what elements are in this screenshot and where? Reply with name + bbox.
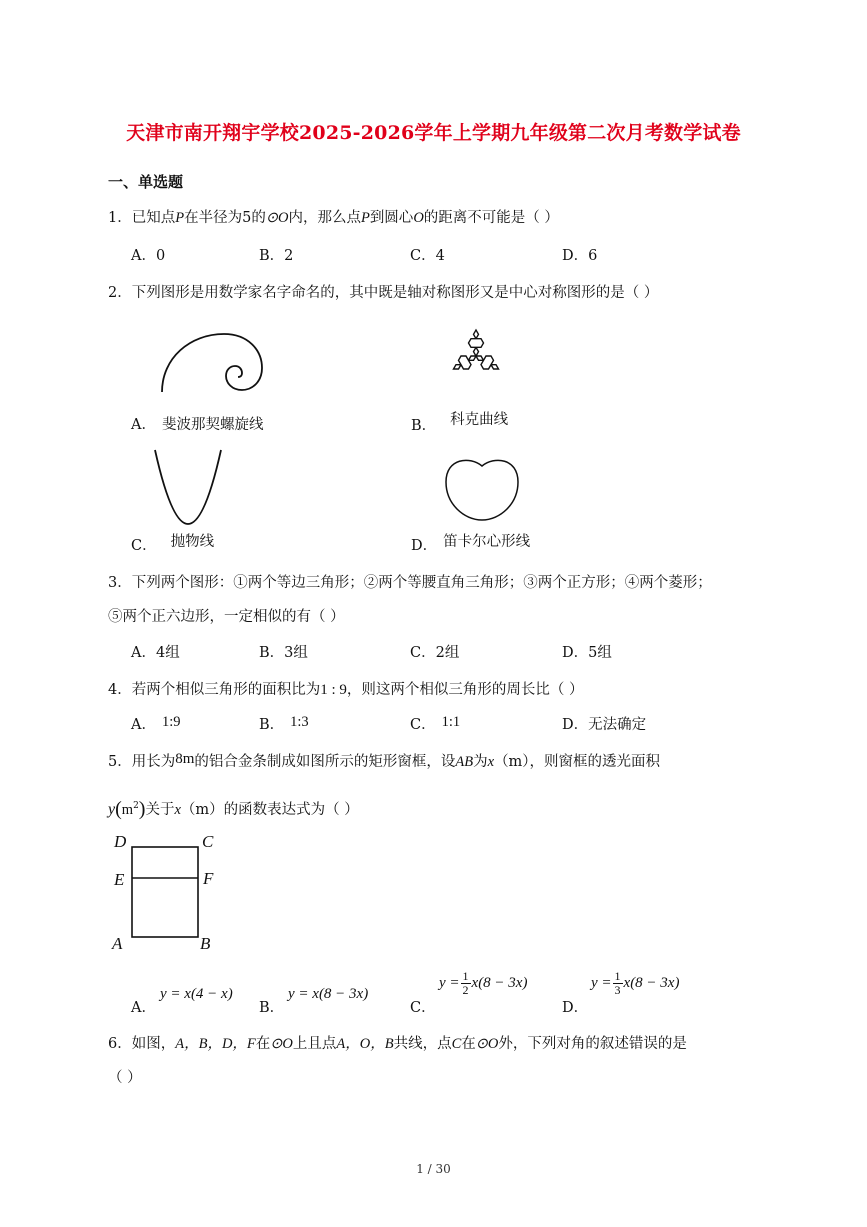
q5-option-c[interactable] — [410, 996, 436, 1017]
q1-option-b[interactable] — [259, 244, 293, 265]
question-5 — [108, 750, 660, 771]
q6-var: ⊙O — [475, 1036, 499, 1052]
option-text: 2组 — [435, 645, 460, 661]
q4-text: 若两个相似三角形的面积比为 — [131, 682, 321, 698]
q6-text: 上且点 — [292, 1036, 337, 1052]
q1-var: O — [413, 210, 424, 226]
option-letter: B． — [259, 248, 285, 264]
koch-curve-figure — [432, 314, 520, 396]
page-number: 1 / 30 — [416, 1162, 451, 1176]
option-letter: C． — [410, 645, 436, 661]
option-text: 无法确定 — [588, 717, 647, 733]
q4-option-c[interactable] — [410, 713, 460, 734]
q5-unit: m — [121, 802, 134, 818]
option-text: 1:9 — [161, 714, 181, 730]
q6-var: ⊙O — [270, 1036, 293, 1052]
q5-option-b[interactable] — [259, 996, 284, 1017]
q5-text: （m）的函数表达式为（ ） — [180, 802, 359, 818]
parabola-figure — [150, 448, 226, 530]
q5-var: AB — [455, 754, 474, 770]
option-text: 1:1 — [441, 714, 461, 730]
question-3-line2: ⑤两个正六边形，一定相似的有（ ） — [108, 609, 345, 625]
q5-length: 8m — [175, 751, 195, 767]
cardioid-figure — [440, 456, 524, 524]
label-b: B — [200, 934, 211, 953]
option-letter: C． — [410, 248, 436, 264]
fraction-denominator: 3 — [614, 983, 621, 997]
q5-text: 用长为 — [131, 754, 176, 770]
section-heading: 一、单选题 — [108, 173, 184, 191]
option-letter: D． — [562, 717, 589, 733]
question-number: 2． — [108, 285, 132, 301]
q6-text: 在 — [255, 1036, 271, 1052]
question-1 — [108, 206, 559, 227]
q6-text: 共线，点 — [393, 1036, 452, 1052]
option-text: 笛卡尔心形线 — [443, 534, 531, 550]
q1-option-c[interactable] — [410, 244, 445, 265]
q2-option-d[interactable] — [411, 534, 530, 555]
question-number: 3． — [108, 575, 132, 591]
q1-var: P — [360, 210, 370, 226]
q1-text: 已知点 — [131, 210, 176, 226]
question-5-line2: $y(m^2)$关于x（m）的函数表达式为（ ） — [108, 798, 359, 820]
fibonacci-spiral-figure — [150, 328, 270, 398]
q4-option-d[interactable] — [562, 713, 646, 734]
q5-var: x — [174, 802, 181, 818]
option-letter: C． — [410, 717, 436, 733]
q4-option-b[interactable] — [259, 713, 309, 734]
page-title: 天津市南开翔宇学校2025-2026学年上学期九年级第二次月考数学试卷 — [126, 122, 741, 144]
option-text: 5组 — [588, 645, 612, 661]
q1-option-d[interactable] — [562, 244, 597, 265]
option-letter: D． — [562, 1000, 589, 1016]
q5-option-a[interactable] — [131, 996, 156, 1017]
question-text: 下列两个图形：①两个等边三角形；②两个等腰直角三角形；③两个正方形；④两个菱形； — [131, 575, 712, 591]
option-text: 抛物线 — [170, 534, 215, 550]
option-letter: A． — [131, 248, 156, 264]
label-f: F — [203, 869, 214, 888]
option-text: 1:3 — [290, 714, 309, 730]
q5-option-a-expr: y = x(4 − x) — [160, 986, 233, 1002]
q1-text: 在半径为5的 — [184, 210, 266, 226]
q1-var: P — [175, 210, 185, 226]
question-4 — [108, 678, 584, 699]
question-2 — [108, 281, 658, 302]
q5-unit-exponent: 2 — [133, 801, 139, 812]
option-letter: B． — [259, 717, 285, 733]
option-text: 3组 — [284, 645, 308, 661]
option-text: 2 — [284, 248, 294, 264]
q6-text: 如图， — [131, 1036, 176, 1052]
option-letter: A． — [131, 417, 156, 433]
expr-post: x(8 − 3x) — [471, 974, 528, 991]
q6-var: A，O，B — [336, 1036, 394, 1052]
q5-text: 关于 — [145, 802, 175, 818]
q3-option-d[interactable] — [562, 641, 612, 662]
q1-text: 内，那么点 — [288, 210, 361, 226]
q5-option-d[interactable] — [562, 996, 588, 1017]
question-number: 6． — [108, 1036, 132, 1052]
label-a: A — [112, 934, 123, 953]
option-letter: A． — [131, 717, 156, 733]
fraction-numerator: 1 — [614, 969, 621, 983]
option-letter: C． — [131, 538, 157, 554]
label-c: C — [202, 832, 214, 851]
frame-rect — [132, 847, 198, 937]
q6-text: 在 — [461, 1036, 476, 1052]
option-text: 0 — [155, 248, 166, 264]
question-number: 5． — [108, 754, 132, 770]
option-text: 斐波那契螺旋线 — [161, 417, 264, 433]
option-letter: B． — [411, 418, 437, 434]
q3-option-b[interactable] — [259, 641, 308, 662]
q1-text: 的距离不可能是（ ） — [423, 210, 559, 226]
q4-text: ，则这两个相似三角形的周长比（ ） — [346, 682, 584, 698]
q4-option-a[interactable] — [131, 713, 181, 734]
q5-var: y — [108, 801, 116, 818]
q4-ratio: 1 : 9 — [320, 682, 347, 698]
q5-text: 为 — [473, 754, 488, 770]
q1-var: ⊙O — [265, 210, 289, 226]
question-number: 1． — [108, 210, 132, 226]
option-letter: B． — [259, 1000, 285, 1016]
q5-option-c-expr — [439, 970, 527, 997]
q5-var: x — [487, 754, 495, 770]
q5-text: 的铝合金条制成如图所示的矩形窗框，设 — [194, 754, 456, 770]
q3-option-a[interactable] — [131, 641, 180, 662]
question-6 — [108, 1032, 687, 1053]
q2-option-a[interactable] — [131, 413, 263, 434]
option-letter: D． — [411, 538, 438, 554]
q6-var: C — [451, 1036, 462, 1052]
label-d: D — [114, 832, 127, 851]
q1-option-a[interactable] — [131, 244, 165, 265]
expr-pre: y = — [439, 974, 460, 991]
q2-option-c[interactable] — [131, 534, 214, 555]
fraction — [461, 970, 471, 997]
expr-pre: y = — [591, 974, 612, 991]
option-letter: D． — [562, 248, 589, 264]
label-e: E — [114, 870, 125, 889]
q3-option-c[interactable] — [410, 641, 459, 662]
q6-text: 外，下列对角的叙述错误的是 — [498, 1036, 687, 1052]
option-text: 6 — [588, 248, 598, 264]
q2-option-b[interactable] — [411, 414, 508, 435]
option-letter: A． — [131, 645, 156, 661]
option-letter: C． — [410, 1000, 436, 1016]
question-text: 下列图形是用数学家名字命名的，其中既是轴对称图形又是中心对称图形的是（ ） — [131, 285, 659, 301]
question-6-line2: （ ） — [108, 1070, 142, 1086]
option-letter: D． — [562, 645, 589, 661]
q5-option-b-expr: y = x(8 − 3x) — [288, 986, 369, 1002]
q5-option-d-expr — [591, 970, 679, 997]
option-text: 4组 — [155, 645, 180, 661]
question-3 — [108, 571, 712, 592]
option-text: 4 — [435, 248, 445, 264]
q5-text: （m），则窗框的透光面积 — [494, 754, 661, 770]
fraction — [613, 970, 623, 997]
question-number: 4． — [108, 682, 132, 698]
expr-post: x(8 − 3x) — [623, 974, 680, 991]
fraction-numerator: 1 — [462, 969, 469, 983]
option-text: 科克曲线 — [450, 412, 509, 428]
option-letter: A． — [131, 1000, 156, 1016]
q6-var: A，B，D，F — [175, 1036, 256, 1052]
fraction-denominator: 2 — [462, 983, 469, 997]
option-letter: B． — [259, 645, 285, 661]
q1-text: 到圆心 — [369, 210, 414, 226]
